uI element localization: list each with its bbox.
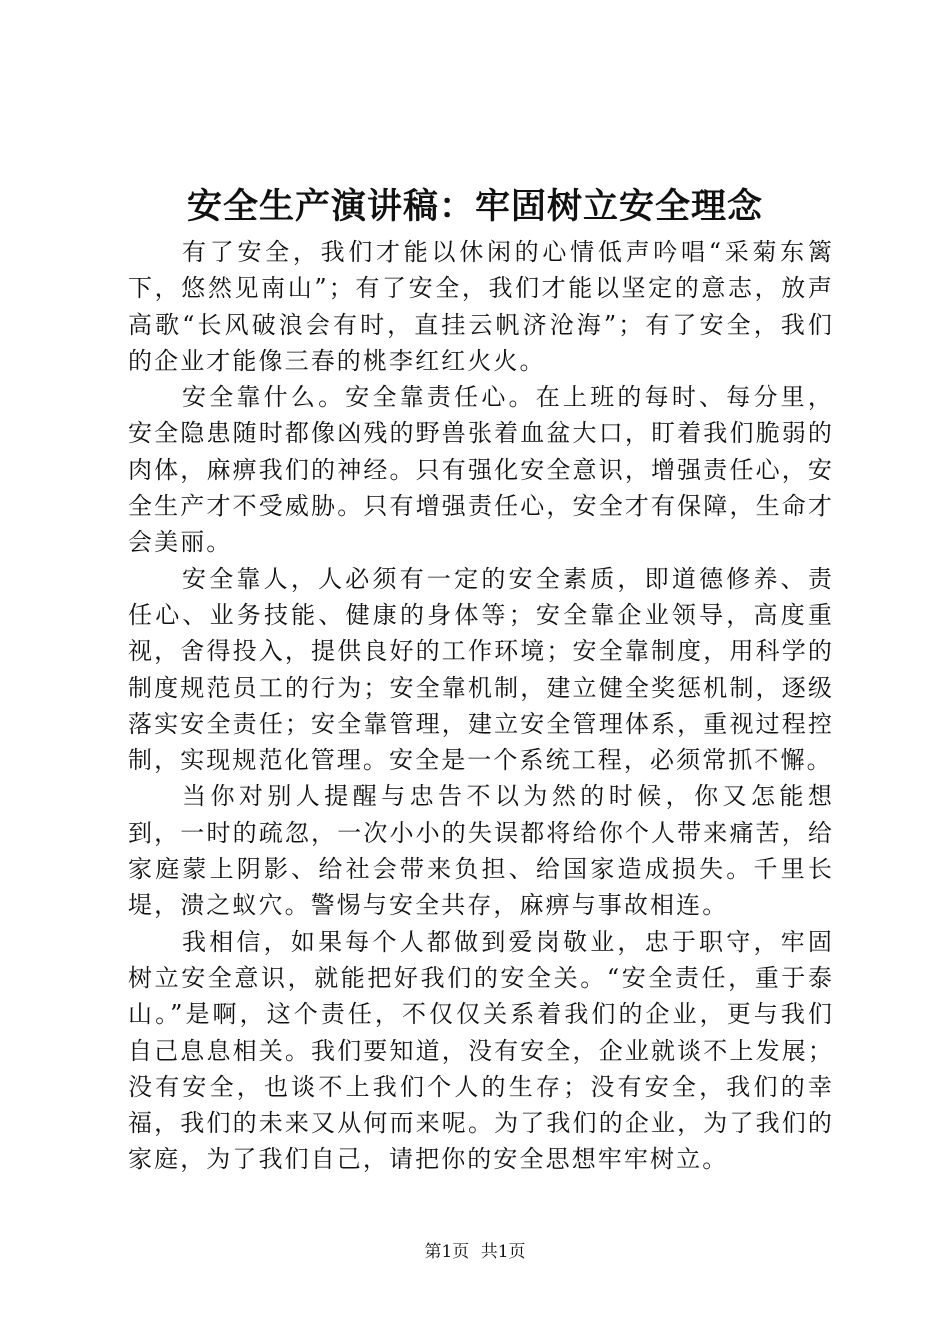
paragraph-1: 有了安全，我们才能以休闲的心情低声吟唱“采菊东篱下，悠然见南山”；有了安全，我们才能以坚定的意志，放声高歌“长风破浪会有时，直挂云帆济沧海”；有了安全，我们的企业才能像三春的桃李红红火火。: [128, 238, 834, 375]
document-title: 安全生产演讲稿：牢固树立安全理念: [186, 186, 763, 227]
page-number: 第1页: [424, 1242, 470, 1262]
paragraph-3: 安全靠人，人必须有一定的安全素质，即道德修养、责任心、业务技能、健康的身体等；安全靠企业领导，高度重视，舍得投入，提供良好的工作环境；安全靠制度，用科学的制度规范员工的行为；安全靠机制，建立健全奖惩机制，逐级落实安全责任；安全靠管理，建立安全管理体系，重视过程控制，实现规范化管理。安全是一个系统工程，必须常抓不懈。: [128, 564, 834, 775]
paragraph-2: 安全靠什么。安全靠责任心。在上班的每时、每分里，安全隐患随时都像凶残的野兽张着血盆大口，盯着我们脆弱的肉体，麻痹我们的神经。只有强化安全意识，增强责任心，安全生产才不受威胁。只有增强责任心，安全才有保障，生命才会美丽。: [128, 383, 834, 557]
page-footer: [0, 1240, 950, 1264]
page-total: 共1页: [480, 1242, 526, 1262]
document-body: [128, 234, 834, 1178]
paragraph-5: 我相信，如果每个人都做到爱岗敬业，忠于职守，牢固树立安全意识，就能把好我们的安全关。“安全责任，重于泰山。”是啊，这个责任，不仅仅关系着我们的企业，更与我们自己息息相关。我们要知道，没有安全，企业就谈不上发展；没有安全，也谈不上我们个人的生存；没有安全，我们的幸福，我们的未来又从何而来呢。为了我们的企业，为了我们的家庭，为了我们自己，请把你的安全思想牢牢树立。: [128, 927, 834, 1174]
paragraph-4: 当你对别人提醒与忠告不以为然的时候，你又怎能想到，一时的疏忽，一次小小的失误都将给你个人带来痛苦，给家庭蒙上阴影、给社会带来负担、给国家造成损失。千里长堤，溃之蚁穴。警惕与安全共存，麻痹与事故相连。: [128, 782, 834, 920]
